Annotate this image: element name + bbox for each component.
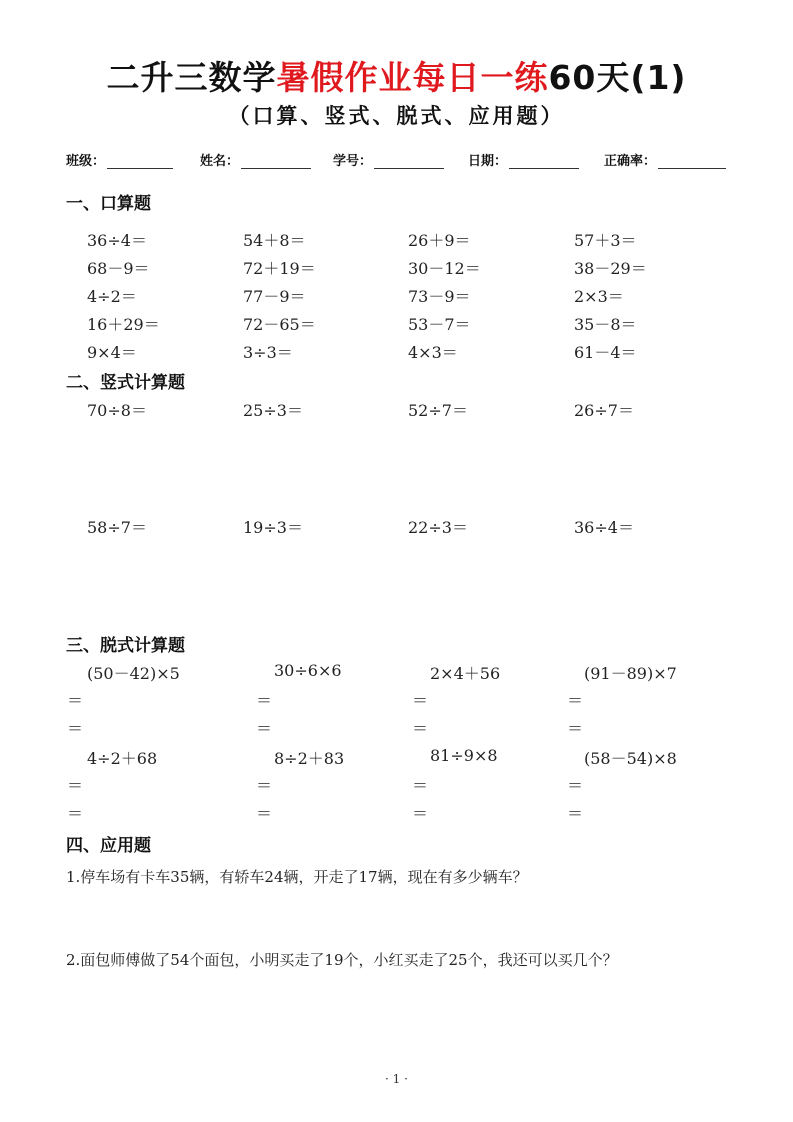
oral-question: 68－9＝	[87, 259, 150, 278]
stepwise-question: 2×4＋56	[430, 664, 501, 683]
equals-line: ＝	[256, 719, 273, 738]
section-oral-heading: 一、口算题	[66, 194, 151, 214]
oral-question: 72－65＝	[243, 315, 316, 334]
info-student-id-blank[interactable]	[374, 154, 444, 169]
oral-question: 4÷2＝	[87, 287, 137, 306]
oral-question: 9×4＝	[87, 343, 137, 362]
vertical-question: 36÷4＝	[574, 518, 634, 537]
page-subtitle: （口算、竖式、脱式、应用题）	[228, 104, 565, 128]
equals-line: ＝	[67, 804, 84, 823]
vertical-question: 70÷8＝	[87, 401, 147, 420]
vertical-question: 58÷7＝	[87, 518, 147, 537]
oral-question: 73－9＝	[408, 287, 471, 306]
oral-question: 30－12＝	[408, 259, 481, 278]
vertical-question: 19÷3＝	[243, 518, 303, 537]
oral-question: 26＋9＝	[408, 231, 471, 250]
info-name-blank[interactable]	[241, 154, 311, 169]
equals-line: ＝	[67, 776, 84, 795]
equals-line: ＝	[67, 719, 84, 738]
section-stepwise-heading: 三、脱式计算题	[66, 636, 185, 656]
stepwise-question: 30÷6×6	[274, 661, 342, 680]
oral-question: 16＋29＝	[87, 315, 160, 334]
info-accuracy-label: 正确率：	[604, 154, 657, 169]
section-vertical-heading: 二、竖式计算题	[66, 373, 185, 393]
oral-question: 77－9＝	[243, 287, 306, 306]
vertical-question: 52÷7＝	[408, 401, 468, 420]
oral-question: 4×3＝	[408, 343, 458, 362]
oral-question: 54＋8＝	[243, 231, 306, 250]
info-class	[66, 150, 173, 169]
vertical-question: 25÷3＝	[243, 401, 303, 420]
oral-question: 38－29＝	[574, 259, 647, 278]
equals-line: ＝	[412, 804, 429, 823]
info-date-label: 日期：	[468, 154, 508, 169]
info-name-label: 姓名：	[200, 154, 240, 169]
info-class-blank[interactable]	[107, 154, 173, 169]
equals-line: ＝	[412, 719, 429, 738]
info-student-id-label: 学号：	[333, 154, 373, 169]
oral-question: 2×3＝	[574, 287, 624, 306]
title-black-part: 二升三数学	[106, 58, 277, 97]
info-accuracy	[604, 150, 726, 169]
stepwise-question: (91－89)×7	[584, 664, 677, 683]
info-date-blank[interactable]	[509, 154, 579, 169]
page-number: · 1 ·	[385, 1072, 408, 1086]
stepwise-question: (58－54)×8	[584, 749, 677, 768]
stepwise-question: 4÷2＋68	[87, 749, 158, 768]
word-problem: 2.面包师傅做了54个面包，小明买走了19个，小红买走了25个，我还可以买几个？	[66, 951, 618, 969]
info-student-id	[333, 150, 444, 169]
vertical-question: 26÷7＝	[574, 401, 634, 420]
oral-question: 61－4＝	[574, 343, 637, 362]
info-class-label: 班级：	[66, 154, 106, 169]
stepwise-question: 8÷2＋83	[274, 749, 345, 768]
title-red-part: 暑假作业每日一练	[276, 58, 549, 97]
equals-line: ＝	[412, 691, 429, 710]
equals-line: ＝	[256, 804, 273, 823]
oral-question: 36÷4＝	[87, 231, 147, 250]
stepwise-question: 81÷9×8	[430, 746, 498, 765]
oral-question: 57＋3＝	[574, 231, 637, 250]
section-word-heading: 四、应用题	[66, 836, 151, 856]
info-date	[468, 150, 579, 169]
oral-question: 53－7＝	[408, 315, 471, 334]
stepwise-question: (50－42)×5	[87, 664, 180, 683]
equals-line: ＝	[567, 804, 584, 823]
page-title	[0, 52, 793, 99]
title-tail: 60天(1)	[548, 58, 687, 97]
oral-question: 3÷3＝	[243, 343, 293, 362]
oral-question: 35－8＝	[574, 315, 637, 334]
equals-line: ＝	[256, 776, 273, 795]
info-accuracy-blank[interactable]	[658, 154, 726, 169]
equals-line: ＝	[567, 691, 584, 710]
info-name	[200, 150, 311, 169]
vertical-question: 22÷3＝	[408, 518, 468, 537]
equals-line: ＝	[67, 691, 84, 710]
equals-line: ＝	[256, 691, 273, 710]
oral-question: 72＋19＝	[243, 259, 316, 278]
word-problem: 1.停车场有卡车35辆，有轿车24辆，开走了17辆，现在有多少辆车？	[66, 868, 528, 886]
equals-line: ＝	[567, 719, 584, 738]
equals-line: ＝	[412, 776, 429, 795]
equals-line: ＝	[567, 776, 584, 795]
